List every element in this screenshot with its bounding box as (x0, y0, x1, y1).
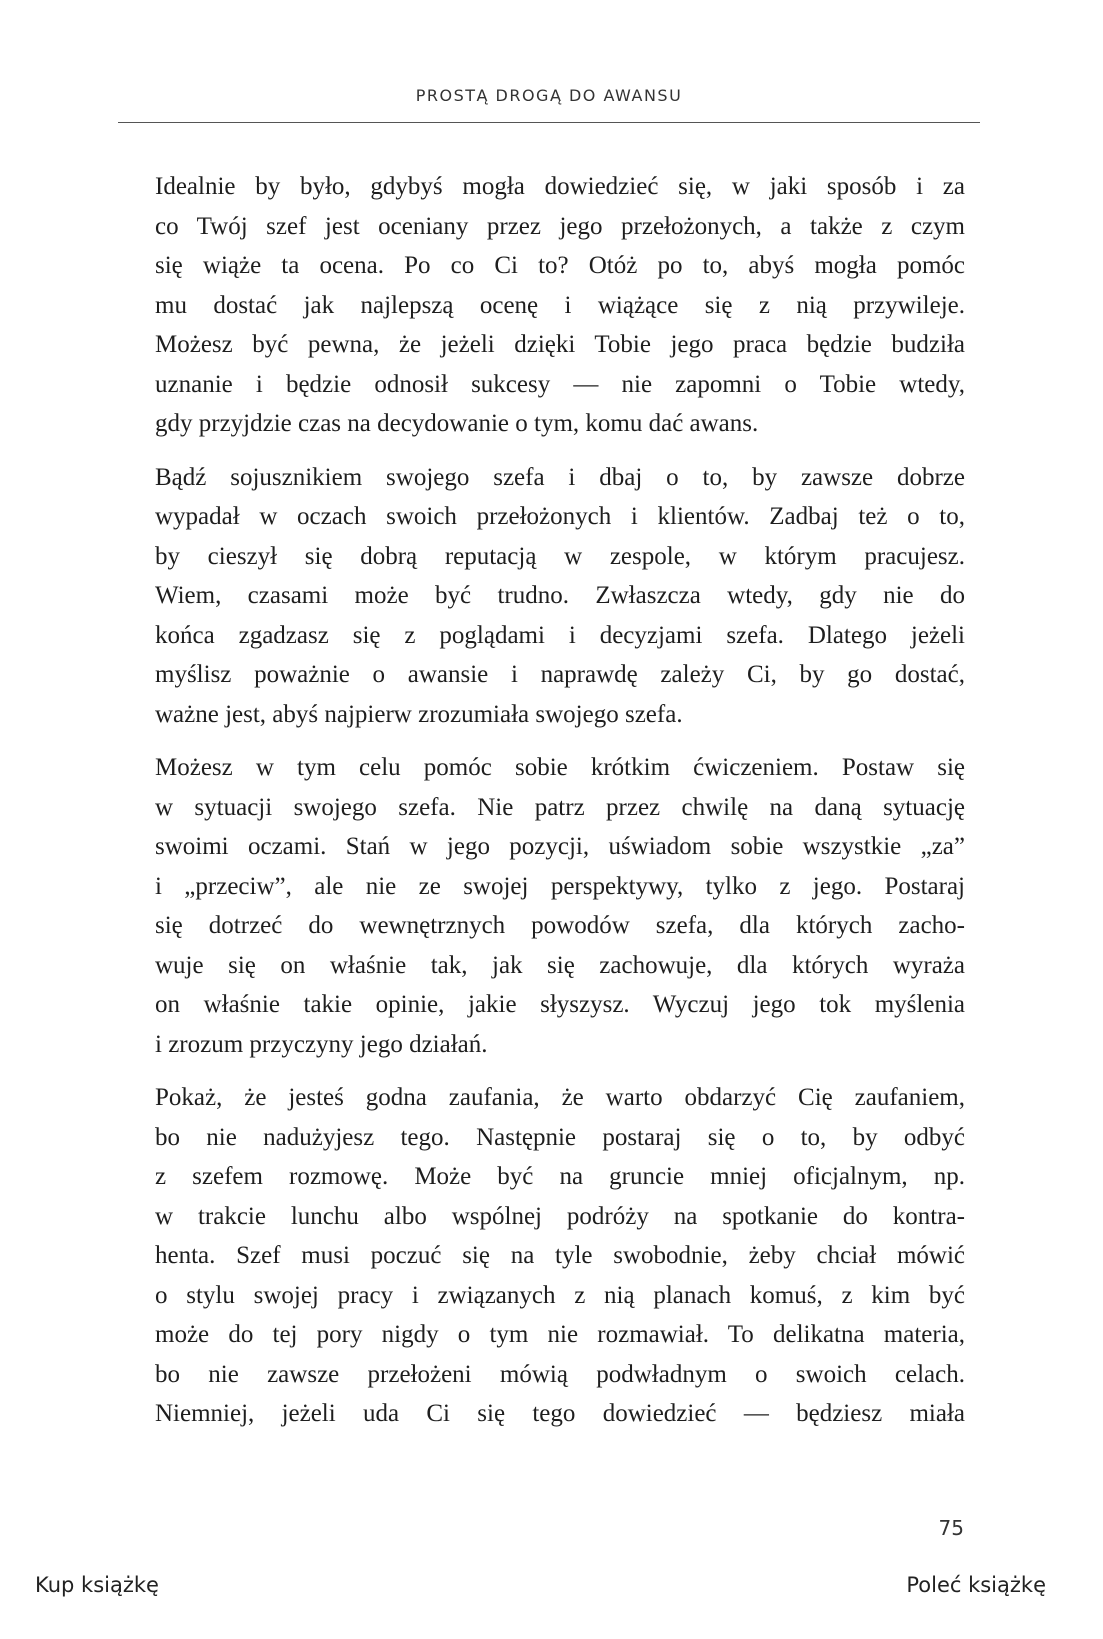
text-line: mu dostać jak najlepszą ocenę i wiążące się z nią przywileje. (155, 291, 965, 319)
page-number: 75 (938, 1516, 964, 1540)
text-line: ważne jest, abyś najpierw zrozumiała swojego szefa. (155, 700, 683, 728)
text-line: Wiem, czasami może być trudno. Zwłaszcza wtedy, gdy nie do (155, 582, 965, 609)
text-line: Bądź sojusznikiem swojego szefa i dbaj o to, by zawsze dobrze (155, 463, 965, 491)
text-line: henta. Szef musi poczuć się na tyle swobodnie, żeby chciał mówić (155, 1242, 965, 1269)
text-line: bo nie zawsze przełożeni mówią podwładnym o swoich celach. (155, 1360, 965, 1388)
text-line: swoimi oczami. Stań w jego pozycji, uświadom sobie wszystkie „za” (155, 833, 965, 860)
buy-book-link[interactable]: Kup książkę (35, 1573, 159, 1597)
paragraph-4 (155, 1078, 965, 1434)
text-line: z szefem rozmowę. Może być na gruncie mniej oficjalnym, np. (155, 1163, 965, 1190)
text-line: końca zgadzasz się z poglądami i decyzjami szefa. Dlatego jeżeli (155, 621, 965, 649)
body-text (155, 167, 965, 1448)
text-line: Możesz w tym celu pomóc sobie krótkim ćwiczeniem. Postaw się (155, 754, 965, 781)
paragraph-3 (155, 748, 965, 1064)
header-rule (118, 122, 980, 123)
running-header: PROSTĄ DROGĄ DO AWANSU (415, 86, 683, 105)
text-line: co Twój szef jest oceniany przez jego przełożonych, a także z czym (155, 212, 965, 240)
text-line: się dotrzeć do wewnętrznych powodów szefa, dla których zacho- (155, 912, 965, 939)
text-line: w sytuacji swojego szefa. Nie patrz przez chwilę na daną sytuację (155, 793, 965, 821)
text-line: w trakcie lunchu albo wspólnej podróży na spotkanie do kontra- (155, 1202, 965, 1230)
text-line: Niemniej, jeżeli uda Ci się tego dowiedzieć — będziesz miała (155, 1400, 965, 1427)
paragraph-1 (155, 167, 965, 444)
text-line: gdy przyjdzie czas na decydowanie o tym, komu dać awans. (155, 410, 759, 437)
text-line: może do tej pory nigdy o tym nie rozmawiał. To delikatna materia, (155, 1321, 965, 1348)
text-line: by cieszył się dobrą reputacją w zespole, w którym pracujesz. (155, 542, 965, 570)
text-line: się wiąże ta ocena. Po co Ci to? Otóż po to, abyś mogła pomóc (155, 252, 965, 279)
text-line: uznanie i będzie odnosił sukcesy — nie zapomni o Tobie wtedy, (155, 370, 965, 398)
paragraph-2 (155, 458, 965, 735)
text-line: Pokaż, że jesteś godna zaufania, że warto obdarzyć Cię zaufaniem, (155, 1084, 965, 1111)
recommend-book-link[interactable]: Poleć książkę (906, 1573, 1046, 1597)
text-line: Możesz być pewna, że jeżeli dzięki Tobie jego praca będzie budziła (155, 331, 965, 358)
text-line: Idealnie by było, gdybyś mogła dowiedzieć się, w jaki sposób i za (155, 173, 965, 200)
text-line: myślisz poważnie o awansie i naprawdę zależy Ci, by go dostać, (155, 661, 965, 688)
text-line: i zrozum przyczyny jego działań. (155, 1030, 488, 1058)
text-line: on właśnie takie opinie, jakie słyszysz. Wyczuj jego tok myślenia (155, 991, 965, 1018)
text-line: wypadał w oczach swoich przełożonych i klientów. Zadbaj też o to, (155, 503, 965, 530)
text-line: o stylu swojej pracy i związanych z nią planach komuś, z kim być (155, 1281, 965, 1309)
text-line: bo nie nadużyjesz tego. Następnie postaraj się o to, by odbyć (155, 1123, 965, 1151)
text-line: wuje się on właśnie tak, jak się zachowuje, dla których wyraża (155, 951, 965, 979)
text-line: i „przeciw”, ale nie ze swojej perspektywy, tylko z jego. Postaraj (155, 872, 965, 900)
